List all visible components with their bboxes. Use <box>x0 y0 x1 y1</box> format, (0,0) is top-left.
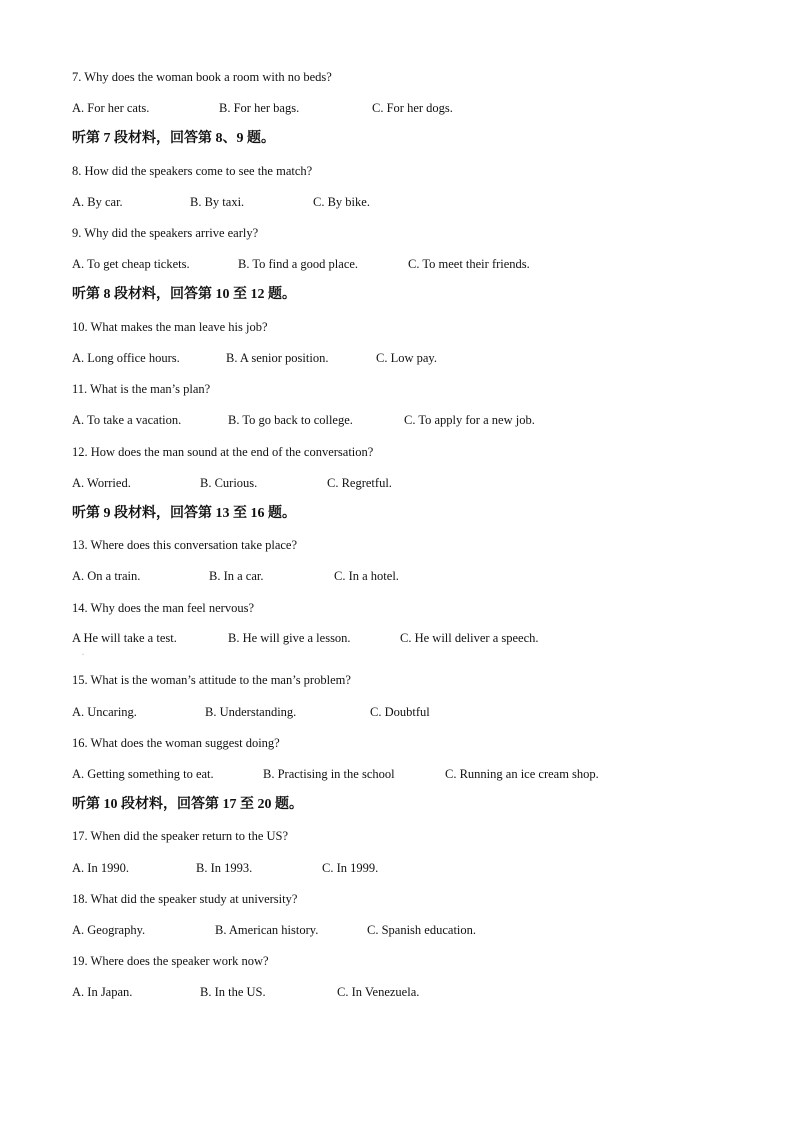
answer-option: C. In 1999. <box>322 861 379 875</box>
answer-option: C. Low pay. <box>376 351 437 365</box>
answer-option: B. To go back to college. <box>228 413 353 427</box>
answer-option: C. To meet their friends. <box>408 257 530 271</box>
answer-option: C. He will deliver a speech. <box>400 631 539 645</box>
answer-option: B. American history. <box>215 923 319 937</box>
question-text: 16. What does the woman suggest doing? <box>72 736 280 750</box>
answer-option: C. For her dogs. <box>372 101 453 115</box>
answer-option: A. Worried. <box>72 476 131 490</box>
answer-option: C. Regretful. <box>327 476 392 490</box>
answer-option: A. To take a vacation. <box>72 413 182 427</box>
answer-option: B. To find a good place. <box>238 257 359 271</box>
answer-option: A. In 1990. <box>72 861 129 875</box>
answer-option: A. Uncaring. <box>72 705 137 719</box>
answer-option: B. In 1993. <box>196 861 253 875</box>
question-text: 19. Where does the speaker work now? <box>72 954 269 968</box>
answer-option: C. Doubtful <box>370 705 430 719</box>
question-text: 9. Why did the speakers arrive early? <box>72 226 259 240</box>
answer-option: B. Practising in the school <box>263 767 395 781</box>
question-text: 18. What did the speaker study at university? <box>72 892 298 906</box>
question-text: 8. How did the speakers come to see the match? <box>72 164 313 178</box>
answer-option: B. By taxi. <box>190 195 245 209</box>
stray-mark: · <box>82 652 84 658</box>
answer-option: A. In Japan. <box>72 985 133 999</box>
answer-option: A. Long office hours. <box>72 351 180 365</box>
answer-option: A He will take a test. <box>72 631 177 645</box>
answer-option: B. In the US. <box>200 985 266 999</box>
section-heading: 听第 9 段材料，回答第 13 至 16 题。 <box>72 506 296 521</box>
question-text: 7. Why does the woman book a room with no beds? <box>72 70 332 84</box>
answer-option: C. By bike. <box>313 195 370 209</box>
section-heading: 听第 10 段材料，回答第 17 至 20 题。 <box>72 797 303 812</box>
answer-option: A. On a train. <box>72 569 141 583</box>
answer-option: B. Curious. <box>200 476 258 490</box>
answer-option: A. For her cats. <box>72 101 150 115</box>
answer-option: C. Running an ice cream shop. <box>445 767 599 781</box>
answer-option: C. To apply for a new job. <box>404 413 535 427</box>
question-text: 17. When did the speaker return to the US? <box>72 829 289 843</box>
answer-option: B. In a car. <box>209 569 264 583</box>
question-text: 14. Why does the man feel nervous? <box>72 601 255 615</box>
answer-option: B. A senior position. <box>226 351 329 365</box>
answer-option: A. Getting something to eat. <box>72 767 214 781</box>
answer-option: C. In Venezuela. <box>337 985 420 999</box>
question-text: 15. What is the woman’s attitude to the man’s problem? <box>72 673 351 687</box>
question-text: 11. What is the man’s plan? <box>72 382 211 396</box>
question-text: 13. Where does this conversation take place? <box>72 538 298 552</box>
answer-option: B. Understanding. <box>205 705 297 719</box>
section-heading: 听第 8 段材料，回答第 10 至 12 题。 <box>72 287 296 302</box>
answer-option: C. Spanish education. <box>367 923 477 937</box>
answer-option: A. By car. <box>72 195 123 209</box>
answer-option: C. In a hotel. <box>334 569 399 583</box>
question-text: 10. What makes the man leave his job? <box>72 320 268 334</box>
answer-option: A. To get cheap tickets. <box>72 257 190 271</box>
question-text: 12. How does the man sound at the end of the conversation? <box>72 445 374 459</box>
section-heading: 听第 7 段材料，回答第 8、9 题。 <box>72 131 275 146</box>
answer-option: A. Geography. <box>72 923 146 937</box>
answer-option: B. He will give a lesson. <box>228 631 351 645</box>
answer-option: B. For her bags. <box>219 101 300 115</box>
